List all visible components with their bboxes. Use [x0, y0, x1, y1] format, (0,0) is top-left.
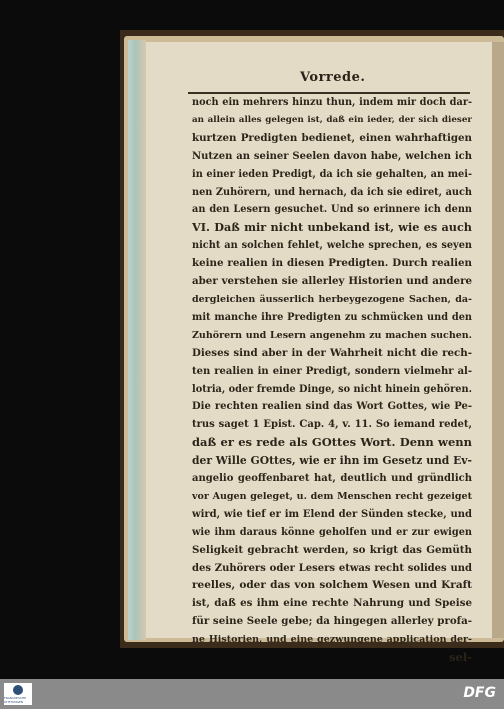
text-line: trus saget 1 Epist. Cap. 4, v. 11. So iemand redet,: [192, 419, 472, 431]
text-line: keine realien in diesen Predigten. Durch realien: [192, 257, 472, 270]
text-line: daß er es rede als GOttes Wort. Denn wenn: [192, 435, 472, 450]
text-line: vor Augen geleget, u. dem Menschen recht gezeiget: [192, 490, 472, 502]
text-line: wie ihm daraus könne geholfen und er zur ewigen: [192, 526, 472, 538]
page-edge: [128, 40, 146, 640]
text-line: reelles, oder das von solchem Wesen und Kraft: [192, 579, 472, 592]
catchword: sel-: [449, 650, 472, 665]
text-line: an den Lesern gesuchet. Und so erinnere ich denn: [192, 204, 472, 216]
text-line: der Wille GOttes, wie er ihn im Gesetz und Ev-: [192, 454, 472, 468]
text-line: wird, wie tief er im Elend der Sünden stecke, und: [192, 508, 472, 520]
text-line: ne Historien, und eine gezwungene application der-: [192, 634, 472, 646]
text-line: in einer ieden Predigt, da ich sie gehalten, an mei-: [192, 168, 472, 180]
text-line: dergleichen äusserlich herbeygezogene Sachen, da-: [192, 293, 472, 305]
page-text: [192, 94, 472, 667]
text-line: ten realien in einer Predigt, sondern vielmehr al-: [192, 365, 472, 377]
text-line: nicht an solchen fehlet, welche sprechen, es seyen: [192, 240, 472, 252]
text-line: mit manche ihre Predigten zu schmücken und den: [192, 311, 472, 323]
library-logo-icon: [13, 685, 23, 695]
text-line: kurtzen Predigten bedienet, einen wahrhaftigen: [192, 131, 472, 144]
text-line: ist, daß es ihm eine rechte Nahrung und Speise: [192, 597, 472, 610]
text-line: an allein alles gelegen ist, daß ein ieder, der sich dieser: [192, 114, 472, 125]
text-line: des Zuhörers oder Lesers etwas recht solides und: [192, 562, 472, 574]
text-line: Nutzen an seiner Seelen davon habe, welchen ich: [192, 150, 472, 162]
text-line: noch ein mehrers hinzu thun, indem mir doch dar-: [192, 97, 472, 108]
text-line: Dieses sind aber in der Wahrheit nicht die rech-: [192, 346, 472, 359]
text-line: Seligkeit gebracht werden, so krigt das Gemüth: [192, 543, 472, 556]
text-line: Die rechten realien sind das Wort Gottes, wie Pe-: [192, 401, 472, 413]
text-line: aber verstehen sie allerley Historien und andere: [192, 275, 472, 288]
dfg-logo: DFG: [463, 685, 496, 701]
text-line: nen Zuhörern, und hernach, da ich sie ediret, auch: [192, 186, 472, 198]
library-logo: [4, 683, 32, 705]
library-logo-text: FRANCKESCHE STIFTUNGEN: [4, 695, 27, 704]
text-line: VI. Daß mir nicht unbekand ist, wie es auch: [192, 220, 472, 235]
text-line: lotria, oder fremde Dinge, so nicht hinein gehören.: [192, 383, 472, 395]
text-line: Zuhörern und Lesern angenehm zu machen suchen.: [192, 329, 472, 341]
running-title: Vorrede.: [300, 70, 366, 85]
text-line: angelio geoffenbaret hat, deutlich und gründlich: [192, 473, 472, 485]
viewer-footer: [0, 679, 504, 709]
text-line: für seine Seele gebe; da hingegen allerley profa-: [192, 615, 472, 628]
page-right-edge: [492, 42, 504, 638]
